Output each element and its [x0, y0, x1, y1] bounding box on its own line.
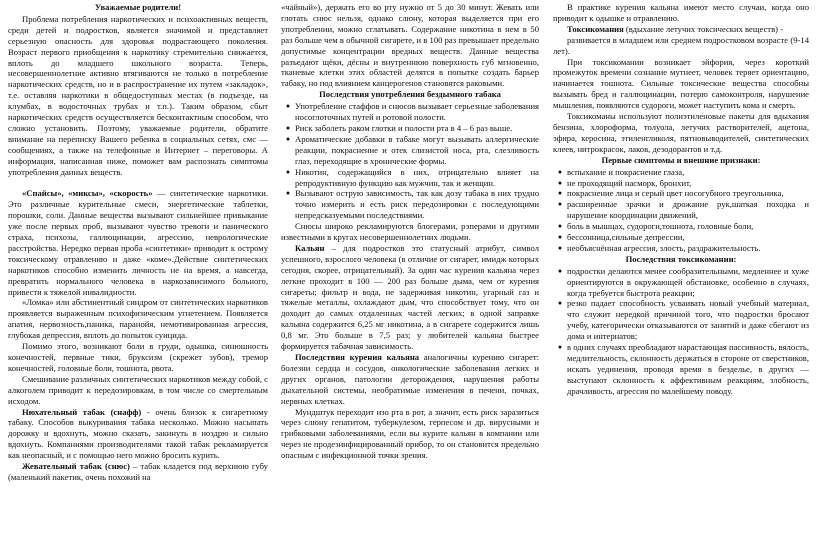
column-3 — [553, 2, 809, 544]
list-item: ● Никотин, содержащийся в них, отрицательно влияет на репродуктивную функцию как мужчин, так и женщин. — [281, 167, 539, 189]
snus-paragraph: Жевательный табак (снюс) – табак кладется под верхнюю губу (маленький пакетик, очень похожий на — [8, 461, 268, 482]
bullet-icon: ● — [285, 134, 291, 143]
leaflet-heading: Уважаемые родители! — [94, 2, 182, 12]
hookah-consequences-paragraph: Последствия курения кальяна аналогичны курению сигарет: болезни сердца и сосудов, онкологические заболевания легких и других органов, патологии деторождения, нарушения работы дыхательной системы, необратимые изменения в печени, почках, нервных клетках. — [281, 352, 539, 406]
bullet-icon: ● — [557, 167, 563, 176]
substances-paragraph: Токсикоманы используют полиэтиленовые пакеты для вдыхания бензина, хлороформа, толуола, летучих растворителей, ацетона, эфира, керосина, этиленгликоля, пятновыводителей, синтетических клеев, нитрокрасок, лаков, дезодорантов и т.д. — [553, 111, 809, 154]
spice-paragraph: «Спайсы», «миксы», «скорость» — синтетические наркотики. Это различные курительные смеси, энергетические таблетки, порошки, соли. Данные вещества вызывают сильнейшее привыкание уже после первых проб, вызывают чувство тревоги и панического страха, психозы, галлюцинации, агрессию, неврологические расстройства. Нередко первая проба «синтетики» приводит к острому токсическому отравлению и даже «коме».Действие синтетических наркотиков способно изменить личность не на время, а навсегда, превратить нормального человека в наркозависимого больного, привести к тяжелой инвалидности. — [8, 188, 268, 297]
bullet-icon: ● — [557, 178, 563, 187]
bullet-icon: ● — [557, 222, 563, 231]
list-item: ● расширенные зрачки и дрожание рук,шаткая походка и нарушение координации движений, — [553, 199, 809, 221]
list-item: ● в одних случаях преобладают нарастающая пассивность, вялость, медлительность, склонность держаться в стороне от сверстников, искать уединения, проводя время в безделье, в других — выступают склонность к аффективным реакциям, злобность, драчливость, агрессия по малейшему поводу. — [553, 342, 809, 397]
list-item: ● не проходящий насморк, бронхит, — [553, 178, 809, 189]
bullet-icon: ● — [285, 102, 291, 111]
toxicomania-age-paragraph: развивается в младшем или среднем подростковом возрасте (9-14 лет). — [553, 34, 809, 56]
bullet-icon: ● — [557, 266, 563, 275]
bullet-icon: ● — [285, 189, 291, 198]
symptoms-heading: Первые симптомы и внешние признаки: — [601, 154, 761, 165]
toxicomania-term: Токсикомания — [567, 23, 624, 34]
list-item: ● необъяснённая агрессия, злость, раздражительность. — [553, 243, 809, 254]
toxicomania-consequences-heading: Последствия токсикомании: — [625, 253, 737, 264]
bullet-icon: ● — [557, 343, 563, 352]
spice-term: «Спайсы», «миксы», «скорость» — [22, 188, 153, 199]
withdrawal-paragraph: «Ломка» или абстинентный синдром от синтетических наркотиков проявляется выраженным психофизическим угнетением. Появляется апатия, нервозность,паника, паранойя, немотивированная агрессия, глубокая депрессия, вплоть до попыток суицида. — [8, 297, 268, 341]
list-item: ● Вызывают острую зависимость, так как дозу табака в них трудно точно измерить и есть риск передозировки с последующими непредсказуемыми последствиями. — [281, 188, 539, 221]
symptoms-paragraph: Помимо этого, возникают боли в груди, одышка, синюшность конечностей, первные тики, бруксизм (скрежет зубов), тремор конечностей, головные боли, тошнота, рвота. — [8, 341, 268, 373]
euphoria-paragraph: При токсикомании возникает эйфория, через короткий промежуток времени сознание мутнеет, человек теряет ориентацию, начинается тошнота. Сильные токсические вещества способны вызывать бред и галлюцинации, потерю самоконтроля, нарушение мышления, появляются судороги, может наступить кома и смерть. — [553, 56, 809, 111]
list-item: ● вспыхание и покраснение глаза, — [553, 167, 809, 178]
intro-paragraph: Проблема потребления наркотических и психоактивных веществ, среди детей и подростков, является значимой и представляет серьезную опасность для здоровья подрастающего поколения. Возраст первого приобщения к наркотику стремительно снижается, вплоть до младшего школьного возраста. Теперь, несовершеннолетние активно втягиваются не только в потребление наркотических средств, но и в распространение их путем «закладок», т.е. оставляя наркотики в общедоступных местах (в подъезде, на клумбах, в водосточных трубах и т.п.). Таким образом, сбыт наркотических средств осуществляется бесконтактным способом, что сложно установить. Поэтому, уважаемые родители, обратите внимание на переписку Вашего ребенка в социальных сетях, смс — сообщениях, а также на телефонные и Интернет – переговоры. А информация, написанная ниже, поможет вам распознать симптомы употребления данных веществ. — [8, 13, 268, 177]
snuff-paragraph: Нюхательный табак (снафф) - очень близок к сигаретному табаку. Способов выкуривания табака несколько. Можно насыпать дорожку и вдохнуть, можно сказать, закинуть в ноздрю и сильно вдохнуть. Компаниями производителями такой табак рекламируется как неопасный, и с помощью него можно бросить курить. — [8, 406, 268, 461]
bullet-icon: ● — [557, 200, 563, 209]
list-item: ● резко падает способность усваивать новый учебный материал, что служит нередкой причиной того, что подростки бросают учебу, категорически отказываются от занятий и даже сбегают из дома и интернатов; — [553, 298, 809, 342]
snus-term: Жевательный табак (снюс) — [22, 461, 130, 472]
snuff-term: Нюхательный табак (снафф) — [22, 406, 142, 417]
list-item: ● Употребление стаффов и снюсов вызывает серьезные заболевания носоглоточных путей и ротовой полости. — [281, 101, 539, 123]
column-1 — [8, 2, 268, 544]
hookah-term: Кальян — [295, 242, 325, 253]
bullet-icon: ● — [557, 189, 563, 198]
list-item: ● бессонница,сильные депрессии, — [553, 232, 809, 243]
hookah-paragraph: Кальян – для подростков это статусный атрибут, символ успешного, взрослого человека (в отличие от сигарет, имидж которых сегодня, скорее, отрицательный). За один час курения кальяна через легкие проходит в 100 — 200 раз больше дыма, чем от курения сигареты; фильтр и вода, не задерживая никотин, угарный газ и тяжелые металлы, охлаждают дым, что способствует тому, что он доходит до самых отдаленных частей легких; в одной заправке кальяна содержится 6,25 мг никотина, а в сигарете содержится лишь 0,8 мг. Это больше в 7,5 раз; у любителей кальяна быстрее формируется табачная зависимость. — [281, 242, 539, 352]
column-2 — [281, 2, 539, 544]
bloggers-paragraph: Снюсы широко рекламируются блогерами, рэперами и другими известными в кругах несовершеннолетних людьми. — [281, 221, 539, 243]
bullet-icon: ● — [557, 243, 563, 252]
smokeless-consequences-heading: Последствия употребления бездымного табака — [319, 89, 501, 100]
hookah-consequences-term: Последствия курения кальяна — [295, 352, 420, 362]
bullet-icon: ● — [285, 123, 291, 132]
bullet-icon: ● — [557, 299, 563, 308]
list-item: ● Риск заболеть раком глотки и полости рта в 4 – 6 раз выше. — [281, 123, 539, 134]
list-item: ● подростки делаются менее сообразительными, медленнее и хуже ориентируются в окружающей обстановке, особенно в случаях, когда требуется быстрота реакции; — [553, 266, 809, 299]
toxicomania-paragraph: Токсикомания (вдыхание летучих токсических веществ) - — [567, 23, 783, 34]
list-item: ● Ароматические добавки в табаке могут вызывать аллергические реакции, покраснение и отек слизистой носа, рта, слезливость глаз, переходящие в хронические формы. — [281, 134, 539, 167]
mixing-paragraph: Смешивание различных синтетических наркотиков между собой, с алкоголем приводит к передозировкам, в том числе со смертельным исходом. — [8, 373, 268, 406]
bullet-icon: ● — [285, 167, 291, 176]
bullet-icon: ● — [557, 233, 563, 242]
list-item: ● покраснение лица и серый цвет носогубного треугольника, — [553, 188, 809, 199]
mouthpiece-paragraph: Мундштук переходит изо рта в рот, а значит, есть риск заразиться через слюну гепатитом, туберкулезом, герпесом и др. вирусными и грибковыми заболеваниями, если вы курите кальян в компании или через не продезинфицированный прибор, то он становится предельно опасным с инфекционной точки зрения. — [281, 406, 539, 461]
hookah-poisoning-paragraph: В практике курения кальяна имеют место случаи, когда оно приводит к одышке и отравлению. — [553, 2, 809, 23]
snus-continued-paragraph: «чайный»), держать его во рту нужно от 5 до 30 минут. Жевать или глотать снюс нельзя, однако слюну, которая выделяется при его употреблении, можно сглатывать. Содержание никотина в нем в 50 раз больше чем в обычной сигарете, и в 100 раз превышает предельно допустимые концентрации вредных веществ. Данные вещества разъедают щёки, дёсны и внутреннюю поверхность губ мгновенно, тканевые клетки этих областей делятся в попытке создать барьер табаку, но под влиянием канцерогенов становятся раковыми. — [281, 2, 539, 89]
list-item: ● боль в мышцах, судороги,тошнота, головные боли, — [553, 221, 809, 232]
